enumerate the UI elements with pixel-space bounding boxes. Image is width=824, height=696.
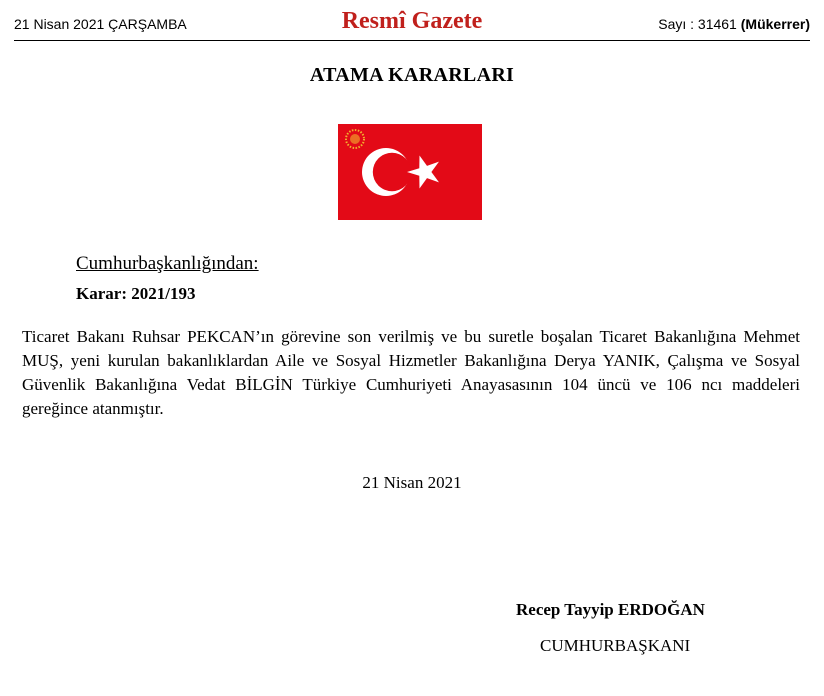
- signer-title: CUMHURBAŞKANI: [540, 636, 691, 655]
- turkish-flag-icon: [338, 124, 482, 220]
- issue-note: (Mükerrer): [740, 16, 810, 32]
- document-title: ATAMA KARARLARI: [309, 64, 515, 86]
- decision-number: 2021/193: [131, 284, 196, 303]
- decision-body: Ticaret Bakanı Ruhsar PEKCAN’ın görevine son verilmiş ve bu suretle boşalan Ticaret Bakanlığına Mehmet MUŞ, yeni kurulan bakanlıklardan Aile ve Sosyal Hizmetler Bakanlığına Derya YANIK, Çalışma ve Sosyal Güvenlik Bakanlığına Vedat BİLGİN Türkiye Cumhuriyeti Anayasasının 104 üncü ve 106 ncı maddeleri gereğince atanmıştır.: [22, 327, 800, 418]
- issue-number: Sayı : 31461: [658, 16, 737, 32]
- header-issue: [658, 16, 810, 32]
- flag-crescent-inner: [373, 153, 411, 191]
- decision-line: [76, 284, 195, 304]
- signature-date: 21 Nisan 2021: [362, 473, 462, 492]
- gazette-masthead: Resmî Gazete: [341, 8, 483, 34]
- decision-label: Karar:: [76, 284, 127, 303]
- header-date: 21 Nisan 2021 ÇARŞAMBA: [14, 16, 187, 32]
- issuer-line: Cumhurbaşkanlığından:: [76, 253, 259, 274]
- emblem-seal-inner: [350, 134, 360, 144]
- gazette-header: [14, 6, 810, 41]
- signer-name: Recep Tayyip ERDOĞAN: [516, 600, 705, 619]
